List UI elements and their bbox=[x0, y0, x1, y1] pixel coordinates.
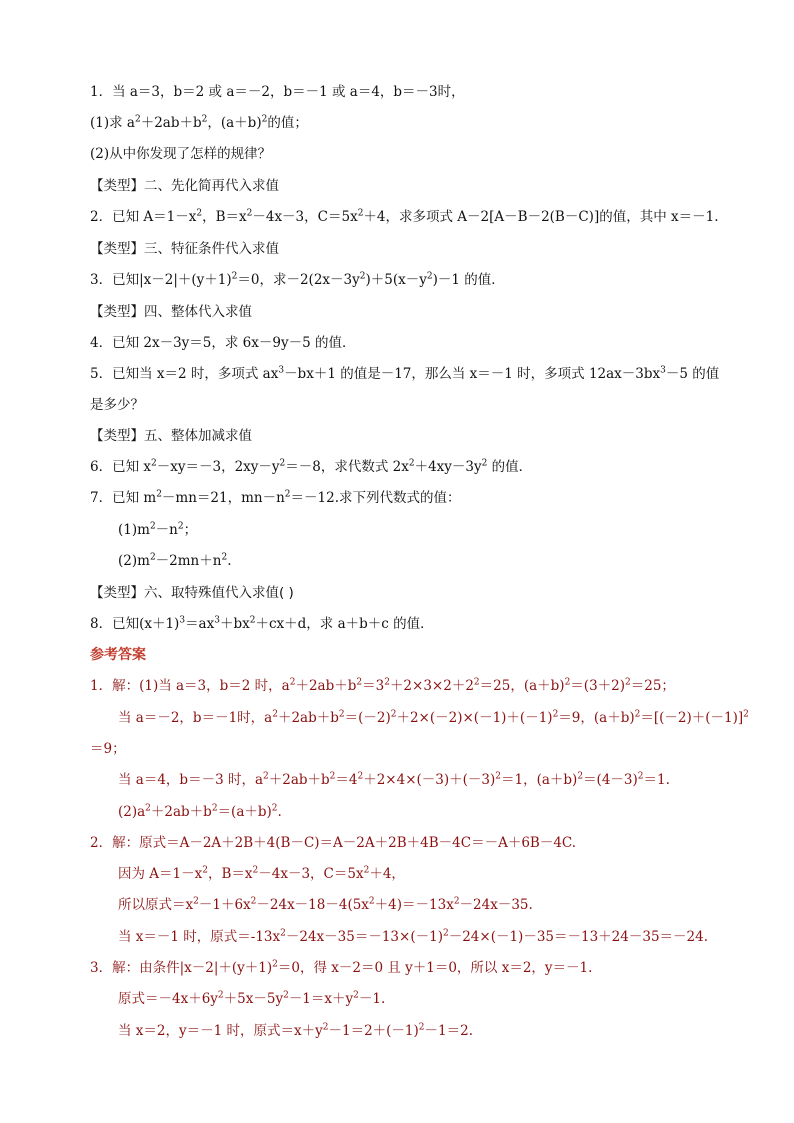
section-heading: 【类型】六、取特殊值代入求值( ) bbox=[90, 585, 294, 601]
question-line: 2．已知 $A=1-x^2$，$B=x^2-4x-3$，$C=5x^2+4$，求多项式 A－2[A－B－2(B－C)]的值，其中 x＝－1. bbox=[90, 208, 719, 225]
answer-line: 所以原式$=x^2-1+6x^2-24x-18-4(5x^2+4)=-13x^2-24x-35$. bbox=[118, 896, 533, 913]
answer-line: 当 x＝－1 时，原式$=-13x^2-24x-35=-13\times(-1)^2-24\times(-1)-35=-13+24-35=-24$. bbox=[118, 928, 708, 945]
answer-line: 原式$=-4x+6y^2+5x-5y^2-1=x+y^2-1$. bbox=[118, 990, 386, 1007]
answer-line: 因为 $A=1-x^2$，$B=x^2-4x-3$，$C=5x^2+4$， bbox=[118, 865, 405, 882]
question-line: 5．已知当 x＝2 时，多项式 $ax^3-bx+1$ 的值是－17，那么当 x＝－1 时，多项式 $12ax-3bx^3-5$ 的值 bbox=[90, 365, 720, 382]
question-line: $(1)m^2-n^2$； bbox=[118, 521, 198, 538]
question-line: (1)求 $a^2+2ab+b^2$，$(a+b)^2$的值； bbox=[90, 114, 308, 131]
answer-line: 3．解：由条件$|x-2|+(y+1)^2=0$，得 x－2＝0 且 y＋1＝0，所以 x＝2，y＝－1. bbox=[90, 959, 593, 976]
answer-line: 当 a＝4，b＝－3 时，$a^2+2ab+b^2=4^2+2\times 4\times(-3)+(-3)^2=1$，$(a+b)^2=(4-3)^2=1$. bbox=[118, 771, 670, 788]
answer-heading: 参考答案 bbox=[90, 647, 146, 663]
question-line: 3．已知$|x-2|+(y+1)^2=0$，求$-2(2x-3y^2)+5(x-y^2)-1$ 的值． bbox=[90, 271, 505, 288]
answer-line: 当 x＝2，y＝－1 时，原式$=x+y^2-1=2+(-1)^2-1=2$. bbox=[118, 1022, 474, 1039]
answer-line: $(2)a^2+2ab+b^2=(a+b)^2$. bbox=[118, 803, 282, 820]
answer-line: ＝9； bbox=[90, 741, 126, 757]
answer-line: 1．解：(1)当 a＝3，b＝2 时，$a^2+2ab+b^2=3^2+2\times 3\times 2+2^2=25$，$(a+b)^2=(3+2)^2=25$； bbox=[90, 677, 675, 694]
question-line: 8．已知$(x+1)^3=ax^3+bx^2+cx+d$，求 a＋b＋c 的值． bbox=[90, 615, 434, 632]
section-heading: 【类型】三、特征条件代入求值 bbox=[90, 241, 279, 257]
question-line: 4．已知 2x－3y＝5，求 6x－9y－5 的值． bbox=[90, 335, 356, 351]
question-line: $(2)m^2-2mn+n^2$. bbox=[118, 552, 232, 569]
question-line: 6．已知 $x^2-xy=-3$，$2xy-y^2=-8$，求代数式 $2x^2+4xy-3y^2$ 的值． bbox=[90, 458, 533, 475]
section-heading: 【类型】四、整体代入求值 bbox=[90, 304, 252, 320]
question-line: 1．当 a＝3，b＝2 或 a＝－2，b＝－1 或 a＝4，b＝－3时， bbox=[90, 84, 465, 100]
question-line: 7．已知 $m^2-mn=21$，$mn-n^2=-12$.求下列代数式的值： bbox=[90, 489, 461, 506]
section-heading: 【类型】二、先化简再代入求值 bbox=[90, 178, 279, 194]
answer-line: 2．解：原式＝A－2A＋2B＋4(B－C)＝A－2A＋2B＋4B－4C＝－A＋6B－4C. bbox=[90, 835, 577, 851]
question-line: 是多少？ bbox=[90, 397, 144, 413]
answer-line: 当 a＝－2，b＝－1时，$a^2+2ab+b^2=(-2)^2+2\times(-2)\times(-1)+(-1)^2=9$，$(a+b)^2=[(-2)+(-1)]^2$ bbox=[118, 709, 749, 726]
section-heading: 【类型】五、整体加减求值 bbox=[90, 428, 252, 444]
question-line: (2)从中你发现了怎样的规律？ bbox=[90, 146, 272, 162]
